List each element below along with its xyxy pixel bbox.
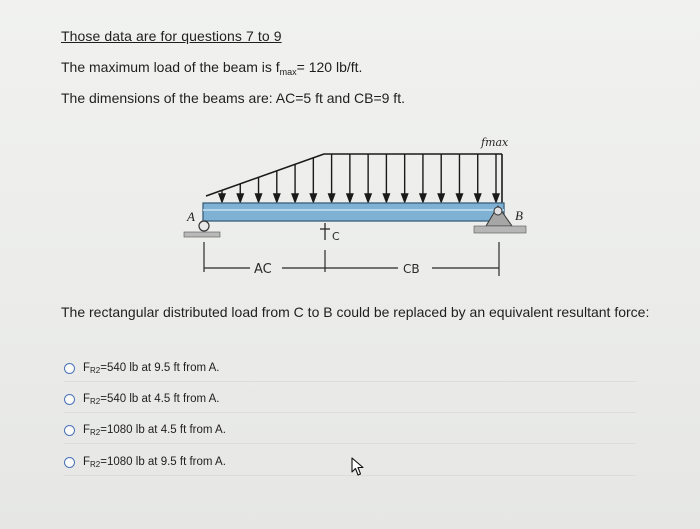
radio-icon[interactable] [64, 363, 75, 374]
option-2-prefix: F [83, 392, 91, 405]
load-arrow-head [365, 194, 371, 202]
load-arrow-head [274, 194, 280, 202]
answer-option-1[interactable] [64, 355, 636, 382]
label-c: C [332, 230, 340, 243]
load-arrow-head [383, 194, 389, 202]
option-1-prefix: F [83, 361, 91, 374]
max-load-suffix: = 120 lb/ft. [296, 59, 363, 75]
beam [203, 203, 504, 221]
load-arrow-head [347, 194, 353, 202]
option-3-rest: =1080 lb at 4.5 ft from A. [100, 423, 226, 436]
load-arrow-head [402, 194, 408, 202]
radio-icon[interactable] [64, 394, 75, 405]
option-4-label [83, 456, 226, 469]
load-arrows [219, 154, 499, 202]
label-b: B [515, 208, 523, 223]
option-1-sub: R2 [90, 365, 101, 375]
dimension-lines [204, 242, 499, 276]
max-load-prefix: The maximum load of the beam is f [61, 59, 280, 75]
option-4-prefix: F [83, 455, 91, 468]
load-arrow-head [438, 194, 444, 202]
load-arrow-head [456, 194, 462, 202]
answer-option-3[interactable] [64, 417, 636, 444]
answer-option-4[interactable] [64, 449, 636, 476]
option-4-sub: R2 [90, 459, 101, 469]
label-a: A [187, 209, 195, 224]
handwritten-annotations [320, 223, 330, 240]
option-1-rest: =540 lb at 9.5 ft from A. [100, 361, 220, 374]
load-arrow-head [237, 194, 243, 202]
option-2-label [83, 393, 220, 406]
option-3-sub: R2 [90, 427, 101, 437]
label-fmax: fmax [481, 136, 509, 149]
load-arrow-head [475, 194, 481, 202]
label-ac: AC [254, 262, 272, 277]
radio-icon[interactable] [64, 425, 75, 436]
dimensions-text: The dimensions of the beams are: AC=5 ft and CB=9 ft. [61, 90, 405, 106]
max-load-sub: max [279, 67, 297, 77]
option-3-label [83, 424, 226, 437]
option-1-label [83, 362, 220, 375]
radio-icon[interactable] [64, 457, 75, 468]
load-arrow-head [310, 194, 316, 202]
answer-option-2[interactable] [64, 386, 636, 413]
option-4-rest: =1080 lb at 9.5 ft from A. [100, 455, 226, 468]
load-arrow-head [329, 194, 335, 202]
triangular-load-edge [206, 154, 324, 196]
load-arrow-head [420, 194, 426, 202]
load-arrow-head [292, 194, 298, 202]
label-cb: CB [403, 262, 420, 276]
option-3-prefix: F [83, 423, 91, 436]
question-text: The rectangular distributed load from C to B could be replaced by an equivalent resultant force: [61, 304, 650, 320]
option-2-rest: =540 lb at 4.5 ft from A. [100, 392, 220, 405]
load-arrow-head [256, 194, 262, 202]
load-arrow-head [219, 194, 225, 202]
cursor-icon [351, 457, 365, 477]
load-arrow-head [493, 194, 499, 202]
option-2-sub: R2 [90, 396, 101, 406]
section-heading: Those data are for questions 7 to 9 [61, 28, 282, 44]
